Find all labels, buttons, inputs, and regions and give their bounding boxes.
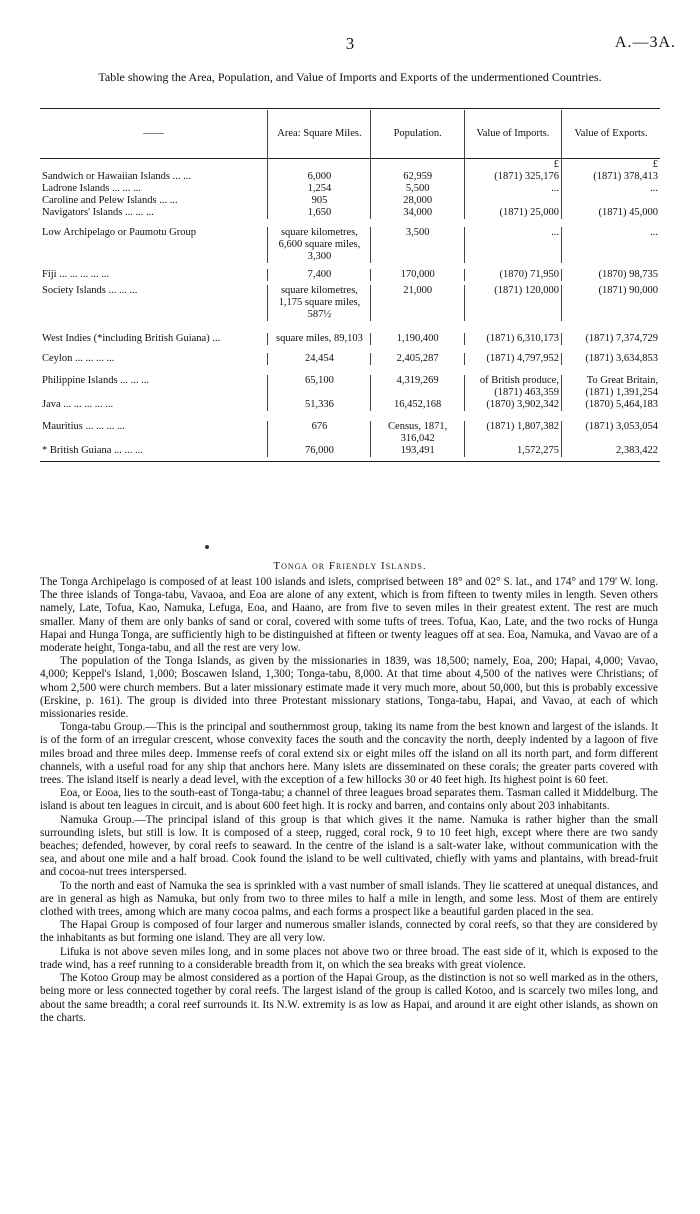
paragraph: The Tonga Archipelago is composed of at least 100 islands and islets, comprised between 18° and 02° S. lat., and 174° and 179' W. long. The three islands of Tonga-tabu, Vavaoa, and Eoa are alone of any extent, which is from fifteen to twenty miles in length. Seven others namely, Late, Tofua, Kao, Namuka, Lefuga, Eoa, and Haano, are from five to seven miles in their greatest extent. The rest are much smaller. Many of them are only banks of sand or coral, covered with some tufts of trees. Tofua, Kao, Late, and the two rocks of Hunga Hapai and Hunga Tonga, are sufficiently high to be distinguished at fifteen or twenty leagues off at sea. Eoa, Namuka, and Vavao are of a moderate height, Tonga-tabu, and all the rest are very low. [40,576,658,655]
row-exports: ... [561,183,660,195]
row-exports: (1871) 7,374,729 [561,333,660,345]
row-name: Sandwich or Hawaiian Islands ... ... [42,171,192,182]
paragraph: The Hapai Group is composed of four larger and numerous smaller islands, connected by coral reefs, so that they are considered by the inhabitants as but forming one island. They are all very low. [40,919,658,945]
row-name: Ceylon ... ... ... ... [42,353,115,364]
table-row [40,399,660,411]
row-area: 76,000 [268,445,371,457]
row-population: 170,000 [371,269,464,281]
row-exports [561,195,660,207]
row-imports: ... [464,227,561,263]
table-row [40,207,660,219]
row-area: 1,254 [268,183,371,195]
row-name: Java ... ... ... ... ... [42,399,114,410]
row-imports: 1,572,275 [464,445,561,457]
row-exports: To Great Britain, (1871) 1,391,254 [561,375,660,399]
table-caption: Table showing the Area, Population, and Value of Imports and Exports of the undermentioned Countries. [98,70,602,84]
row-exports: 2,383,422 [561,445,660,457]
currency-mark: £ [561,159,660,172]
table-row [40,445,660,457]
row-imports: (1870) 71,950 [464,269,561,281]
table-bottom-rule [40,461,660,462]
row-population: 1,190,400 [371,333,464,345]
paragraph: The Kotoo Group may be almost considered as a portion of the Hapai Group, as the distinction is not so well marked as in the others, being more or less connected together by coral reefs. The largest island of the group is called Kotoo, and is scarcely two miles long, and about the same breadth; a coral reef surrounds it. Its N.W. extremity is as low as Hapai, and around it are eight other islands, as shown on the charts. [40,972,658,1024]
table-top-rule [40,108,660,109]
row-exports: (1871) 378,413 [561,171,660,183]
table-row [40,195,660,207]
paragraph: Lifuka is not above seven miles long, and in some places not above two or three broad. The east side of it, which is exposed to the trade wind, has a reef running to a considerable breadth from it, on which the sea breaks with great violence. [40,945,658,971]
table-row [40,171,660,183]
row-name: Philippine Islands ... ... ... [42,375,150,386]
paragraph: Namuka Group.—The principal island of this group is that which gives it the name. Namuka is rather higher than the small surrounding islets, but still is low. It is composed of a steep, rugged, coral rock, 9 to 10 feet high, except where there are two sandy beaches; defended, however, by coral reefs to seaward. In the centre of the island is a salt-water lake, without communication with the sea, and about one mile and a half broad. Cook found the island to be well cultivated, chiefly with yams and plantains, with bread-fruit and cocoa-nut trees interspersed. [40,813,658,879]
row-name: Mauritius ... ... ... ... [42,421,125,432]
row-area: 905 [268,195,371,207]
row-exports: (1871) 45,000 [561,207,660,219]
column-header-name: —— [40,110,268,159]
row-name: Fiji ... ... ... ... ... [42,269,110,280]
row-population: 193,491 [371,445,464,457]
row-name: Navigators' Islands ... ... ... [42,207,154,218]
table-row [40,269,660,281]
row-exports: ... [561,227,660,263]
row-area: 65,100 [268,375,371,399]
row-imports: (1871) 6,310,173 [464,333,561,345]
paragraph: Eoa, or Eooa, lies to the south-east of Tonga-tabu; a channel of three leagues broad separates them. Tasman called it Middelburg. The island is about ten leagues in circuit, and is about 600 feet high. It is rocky and barren, and contains only about 203 inhabitants. [40,787,658,813]
row-name: * British Guiana ... ... ... [42,445,143,456]
row-imports: ... [464,183,561,195]
row-name: West Indies (*including British Guiana) ... [42,333,221,344]
row-imports: (1871) 325,176 [464,171,561,183]
table-row [40,421,660,445]
row-exports: (1871) 3,053,054 [561,421,660,445]
row-area: 51,336 [268,399,371,411]
row-area: square kilometres, 6,600 square miles, 3,300 [268,227,371,263]
row-population: 62,959 [371,171,464,183]
paragraph: The population of the Tonga Islands, as given by the missionaries in 1839, was 18,500; namely, Eoa, 200; Hapai, 4,000; Vavao, 4,000; Keppel's Island, 1,000; Boscawen Island, 1,300; Tonga-tabu, 8,000. At that time about 4,500 of the natives were Christians; of whom 2,500 were church members. But a later missionary estimate made it very much more, about 50,000, but this is probably excessive (Erskine, p. 161). The group is divided into three Protestant missionary stations, Tonga-tabu, Hapai, and Vavao, at each of which missionaries reside. [40,655,658,721]
row-area: 1,650 [268,207,371,219]
section-title: Tonga or Friendly Islands. [273,560,427,572]
row-population: 16,452,168 [371,399,464,411]
row-imports: (1871) 1,807,382 [464,421,561,445]
paragraph: To the north and east of Namuka the sea is sprinkled with a vast number of small islands. They lie scattered at unequal distances, and are in general as high as Namuka, but only from two to three miles to half a mile in length, and some less. Most of them are entirely clothed with trees, among which are many cocoa palms, and each forms a prospect like a beautiful garden placed in the sea. [40,879,658,919]
row-imports: of British produce, (1871) 463,359 [464,375,561,399]
table-row [40,353,660,365]
document-reference: A.—3A. [614,34,676,51]
row-population: 3,500 [371,227,464,263]
row-population: 2,405,287 [371,353,464,365]
row-name: Society Islands ... ... ... [42,285,138,296]
article-body [40,576,658,1025]
column-header-exports: Value of Exports. [561,110,660,159]
row-population: 34,000 [371,207,464,219]
currency-mark: £ [464,159,561,172]
table-header-row [40,110,660,159]
row-exports: (1871) 3,634,853 [561,353,660,365]
row-name: Ladrone Islands ... ... ... [42,183,141,194]
section-separator-dot [205,545,209,549]
row-imports: (1871) 4,797,952 [464,353,561,365]
column-header-area: Area: Square Miles. [268,110,371,159]
row-area: 676 [268,421,371,445]
statistics-table [40,110,660,457]
row-area: 6,000 [268,171,371,183]
row-exports: (1871) 90,000 [561,285,660,321]
table-row [40,183,660,195]
row-population: 28,000 [371,195,464,207]
row-area: square kilometres, 1,175 square miles, 587½ [268,285,371,321]
row-name: Caroline and Pelew Islands ... ... [42,195,178,206]
column-header-imports: Value of Imports. [464,110,561,159]
table-row [40,375,660,399]
column-header-population: Population. [371,110,464,159]
row-population: 5,500 [371,183,464,195]
table-row [40,285,660,321]
row-area: square miles, 89,103 [268,333,371,345]
row-population: Census, 1871, 316,042 [371,421,464,445]
row-population: 21,000 [371,285,464,321]
table-row [40,227,660,263]
row-area: 24,454 [268,353,371,365]
row-imports: (1871) 25,000 [464,207,561,219]
row-name: Low Archipelago or Paumotu Group [42,227,196,238]
row-imports: (1870) 3,902,342 [464,399,561,411]
paragraph: Tonga-tabu Group.—This is the principal and southernmost group, taking its name from the best known and largest of the islands. It is of the form of an irregular crescent, whose convexity faces the south and the concavity the north, deeply indented by a lagoon of five miles broad and three miles deep. Immense reefs of coral extend six or eight miles off the island on all its north part, and form different channels, with a useful road for any ship that anchors here. Many islets are disseminated on these corals; the greater parts covered with trees. The island itself is nearly a dead level, with the exception of a few hillocks 30 or 40 feet high. Its highest point is 60 feet. [40,721,658,787]
row-exports: (1870) 5,464,183 [561,399,660,411]
row-population: 4,319,269 [371,375,464,399]
row-imports: (1871) 120,000 [464,285,561,321]
table-row [40,333,660,345]
row-area: 7,400 [268,269,371,281]
row-exports: (1870) 98,735 [561,269,660,281]
row-imports [464,195,561,207]
page-number: 3 [345,34,355,53]
